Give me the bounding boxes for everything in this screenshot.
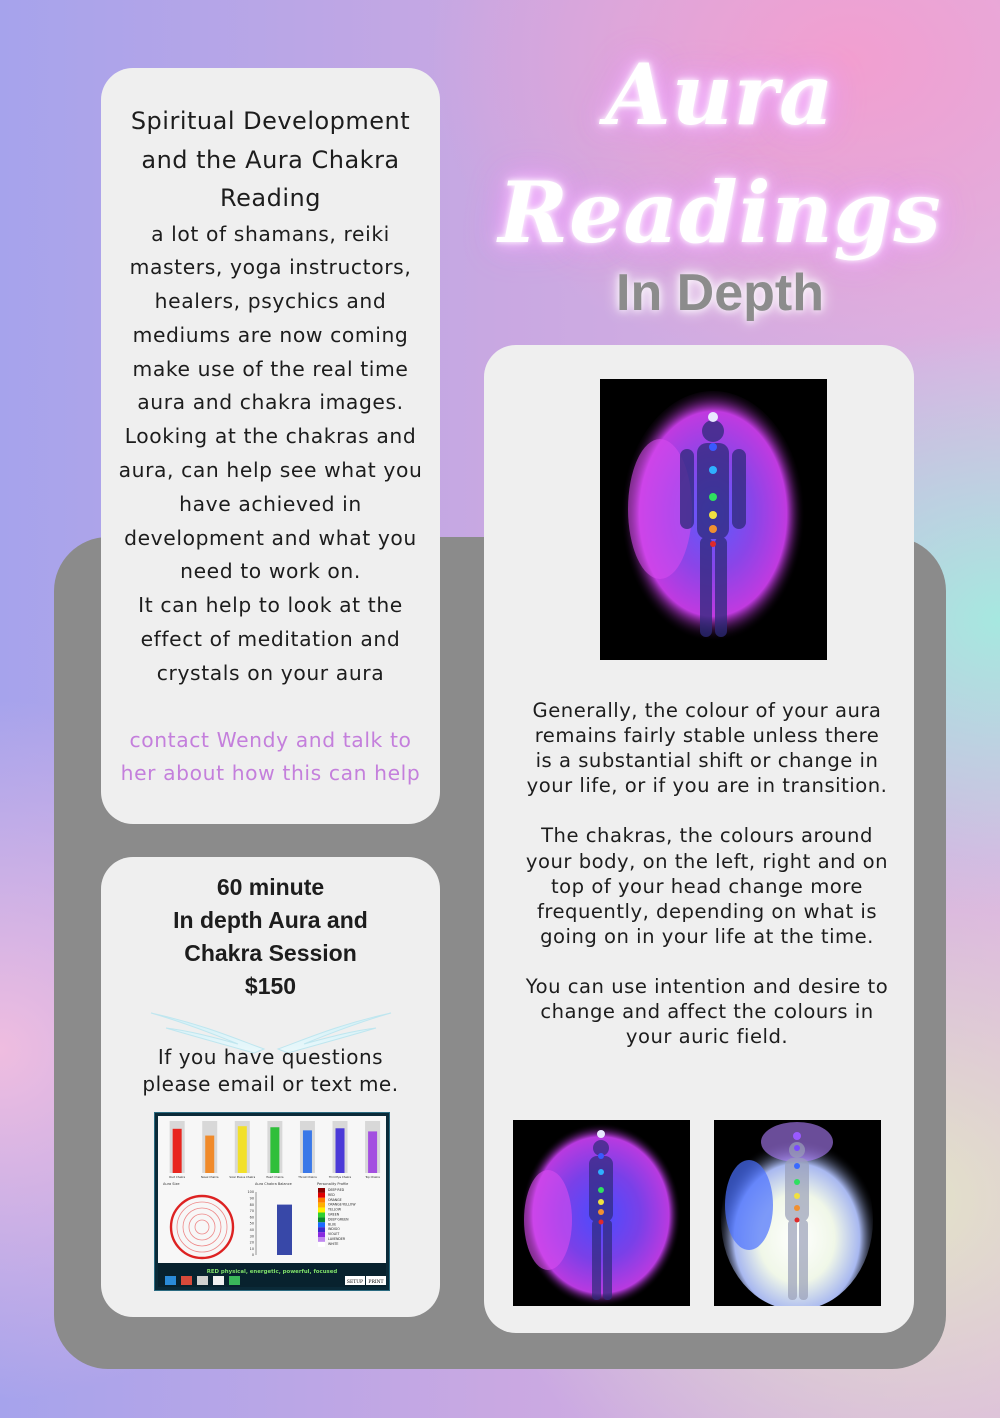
balance-tick: 10 — [249, 1246, 254, 1251]
chakra-chart-screenshot — [154, 1112, 390, 1291]
profile-swatch — [318, 1213, 325, 1218]
chakra-bar — [303, 1130, 312, 1173]
profile-swatch — [318, 1237, 325, 1242]
profile-swatch — [318, 1188, 325, 1193]
balance-tick: 30 — [249, 1234, 254, 1239]
profile-label-item: WHITE — [328, 1241, 339, 1246]
chakra-bar-label: Top Chakra — [365, 1176, 380, 1179]
profile-swatch — [318, 1217, 325, 1222]
chakra-bar — [238, 1126, 247, 1173]
setup-button-label: SETUP — [346, 1280, 364, 1285]
profile-swatch — [318, 1193, 325, 1198]
profile-swatch — [318, 1227, 325, 1232]
title-readings: Readings — [498, 163, 942, 262]
title-block — [480, 40, 960, 340]
intro-card — [101, 68, 440, 824]
balance-tick: 100 — [247, 1190, 254, 1195]
chakra-chart — [155, 1113, 389, 1290]
intro-body-meditation: It can help to look at the effect of meditation and crystals on your aura — [138, 593, 403, 685]
profile-label-item: DEEP RED — [328, 1188, 345, 1192]
profile-label-item: BLUE — [328, 1222, 337, 1227]
aura-photo-main — [600, 379, 827, 660]
questions-text: If you have questions please email or text me. — [142, 1045, 399, 1096]
chakra-bar — [173, 1129, 182, 1173]
aura-photo-white — [714, 1120, 881, 1306]
title-in-depth: In Depth — [616, 264, 824, 322]
profile-swatch — [318, 1222, 325, 1227]
chakra-bar — [270, 1127, 279, 1173]
balance-tick: 60 — [249, 1215, 254, 1220]
info-paragraph-1: Generally, the colour of your aura remains fairly stable unless there is a substantial shift or change in your life, or if you are in transition. — [526, 699, 888, 798]
balance-bar-group — [277, 1205, 292, 1255]
balance-tick: 80 — [249, 1202, 254, 1207]
profile-swatch — [318, 1208, 325, 1213]
profile-label-item: YELLOW — [328, 1207, 342, 1212]
balance-bar — [277, 1205, 292, 1255]
intro-body: a lot of shamans, reiki masters, yoga instructors, healers, psychics and mediums are now coming make use of the real time aura and chakra images. Looking at the chakras and aura, can help see what you have achieved in development and what you need to work on. — [118, 221, 423, 584]
aura-photo-purple — [513, 1120, 690, 1306]
chakra-bar-label: Root Chakra — [169, 1176, 186, 1179]
profile-label-item: INDIGO — [328, 1227, 340, 1232]
chakra-bar-label: Navel Chakra — [201, 1176, 219, 1179]
info-paragraph-3: You can use intention and desire to change and affect the colours in your auric field. — [525, 975, 889, 1049]
balance-label: Aura Chakra Balance — [255, 1182, 292, 1186]
profile-label-item: ORANGE-YELLOW — [328, 1202, 356, 1207]
profile-label-item: RED — [328, 1192, 335, 1197]
balance-tick: 70 — [249, 1209, 254, 1214]
profile-label-item: GREEN — [328, 1212, 340, 1217]
chakra-bar — [336, 1128, 345, 1173]
session-price: $150 — [244, 973, 297, 999]
intro-heading: Spiritual Development and the Aura Chakra Reading — [130, 107, 411, 212]
chakra-bar — [368, 1131, 377, 1173]
chart-footer-text: RED physical, energetic, powerful, focused — [206, 1269, 338, 1275]
print-button-label: PRINT — [368, 1280, 384, 1285]
profile-swatch — [318, 1242, 325, 1247]
profile-swatch — [318, 1198, 325, 1203]
profile-label-item: LAVENDER — [328, 1237, 346, 1241]
title-aura: Aura — [605, 45, 835, 144]
session-duration: 60 minute — [216, 874, 325, 900]
info-card — [484, 345, 914, 1333]
aura-size-label: Aura Size — [163, 1182, 180, 1186]
balance-tick: 40 — [249, 1228, 254, 1232]
profile-label-item: ORANGE — [328, 1197, 342, 1202]
profile-label-item: VIOLET — [328, 1232, 340, 1237]
info-paragraph-2: The chakras, the colours around your body, on the left, right and on top of your head change more frequently, depending on what is going on in your life at the time. — [525, 824, 889, 948]
profile-swatch — [318, 1232, 325, 1237]
profile-label: Personality Profile — [317, 1182, 349, 1186]
balance-tick: 20 — [249, 1240, 254, 1245]
balance-tick: 90 — [249, 1196, 254, 1201]
contact-link[interactable]: contact Wendy and talk to her about how this can help — [120, 727, 421, 786]
chakra-bar — [205, 1136, 214, 1173]
profile-swatch — [318, 1203, 325, 1208]
chakra-bar-label: Throat Chakra — [298, 1176, 317, 1179]
session-card — [101, 857, 440, 1317]
aura-info-text — [524, 698, 890, 1074]
profile-label-item: DEEP GREEN — [328, 1217, 349, 1222]
balance-tick: 0 — [251, 1253, 254, 1258]
chakra-bar-label: Third Eye Chakra — [328, 1176, 352, 1179]
chakra-bar-label: Solar Plexus Chakra — [229, 1176, 256, 1179]
session-title: In depth Aura and Chakra Session — [173, 907, 368, 966]
balance-tick: 50 — [249, 1221, 254, 1226]
chakra-bar-label: Heart Chakra — [266, 1176, 284, 1179]
